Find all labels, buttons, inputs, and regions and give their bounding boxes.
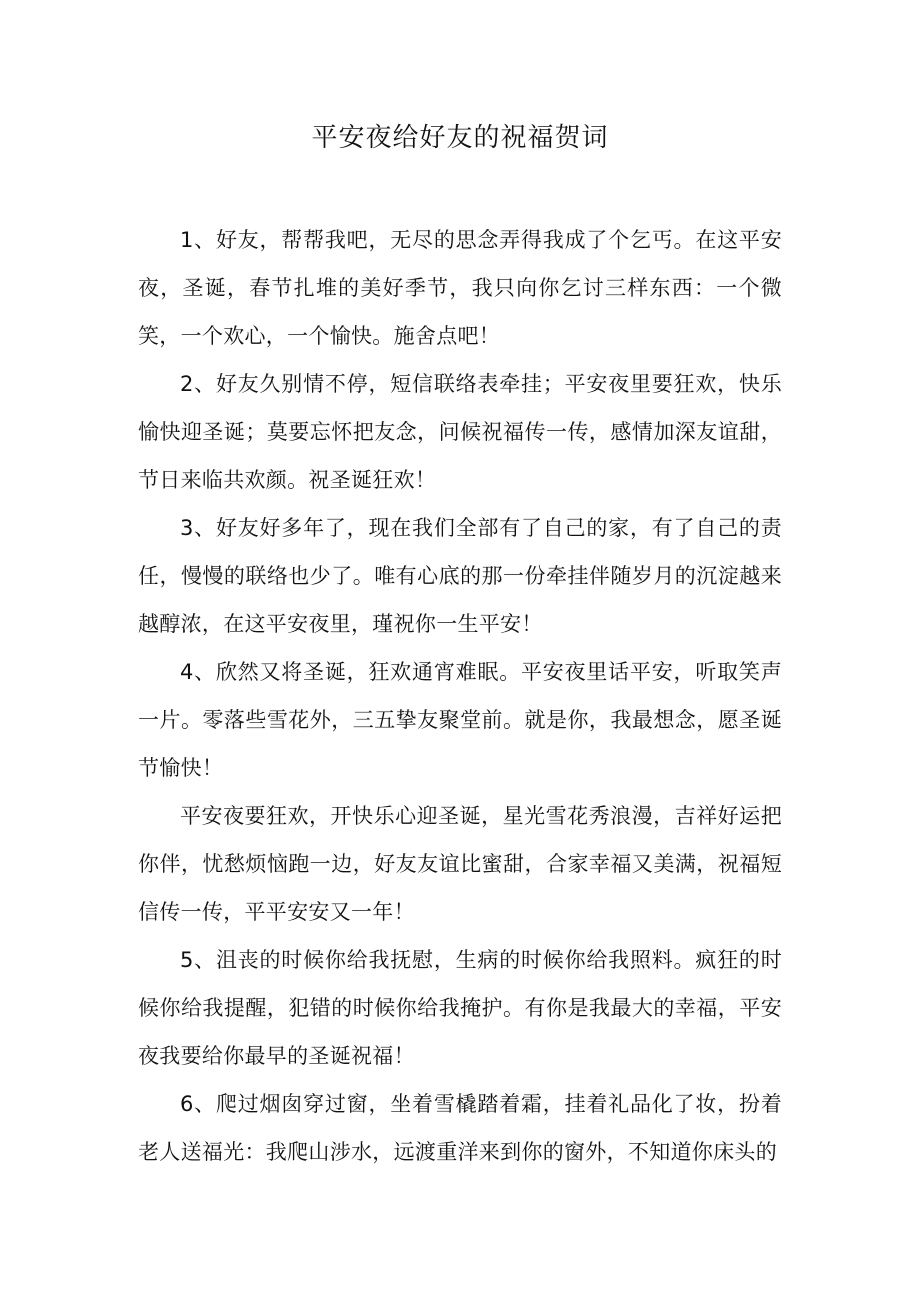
- paragraph-3: 3、好友好多年了，现在我们全部有了自己的家，有了自己的责任，慢慢的联络也少了。唯有心底的那一份牵挂伴随岁月的沉淀越来越醇浓，在这平安夜里，瑾祝你一生平安！: [138, 516, 782, 636]
- paragraph-6: 6、爬过烟囱穿过窗，坐着雪橇踏着霜，挂着礼品化了妆，扮着老人送福光：我爬山涉水，远渡重洋来到你的窗外，不知道你床头的: [138, 1092, 782, 1164]
- document-title: 平安夜给好友的祝福贺词: [311, 123, 609, 153]
- paragraph-2: 2、好友久别情不停，短信联络表牵挂；平安夜里要狂欢，快乐愉快迎圣诞；莫要忘怀把友念，问候祝福传一传，感情加深友谊甜，节日来临共欢颜。祝圣诞狂欢！: [138, 372, 782, 492]
- paragraph-1: 1、好友，帮帮我吧，无尽的思念弄得我成了个乞丐。在这平安夜，圣诞，春节扎堆的美好季节，我只向你乞讨三样东西：一个微笑，一个欢心，一个愉快。施舍点吧！: [138, 228, 782, 348]
- paragraph-5: 5、沮丧的时候你给我抚慰，生病的时候你给我照料。疯狂的时候你给我提醒，犯错的时候你给我掩护。有你是我最大的幸福，平安夜我要给你最早的圣诞祝福！: [138, 948, 782, 1068]
- paragraph-unnumbered: 平安夜要狂欢，开快乐心迎圣诞，星光雪花秀浪漫，吉祥好运把你伴，忧愁烦恼跑一边，好友友谊比蜜甜，合家幸福又美满，祝福短信传一传，平平安安又一年！: [138, 804, 782, 924]
- document-body: [138, 216, 782, 1176]
- paragraph-4: 4、欣然又将圣诞，狂欢通宵难眠。平安夜里话平安，听取笑声一片。零落些雪花外，三五挚友聚堂前。就是你，我最想念，愿圣诞节愉快！: [138, 660, 782, 780]
